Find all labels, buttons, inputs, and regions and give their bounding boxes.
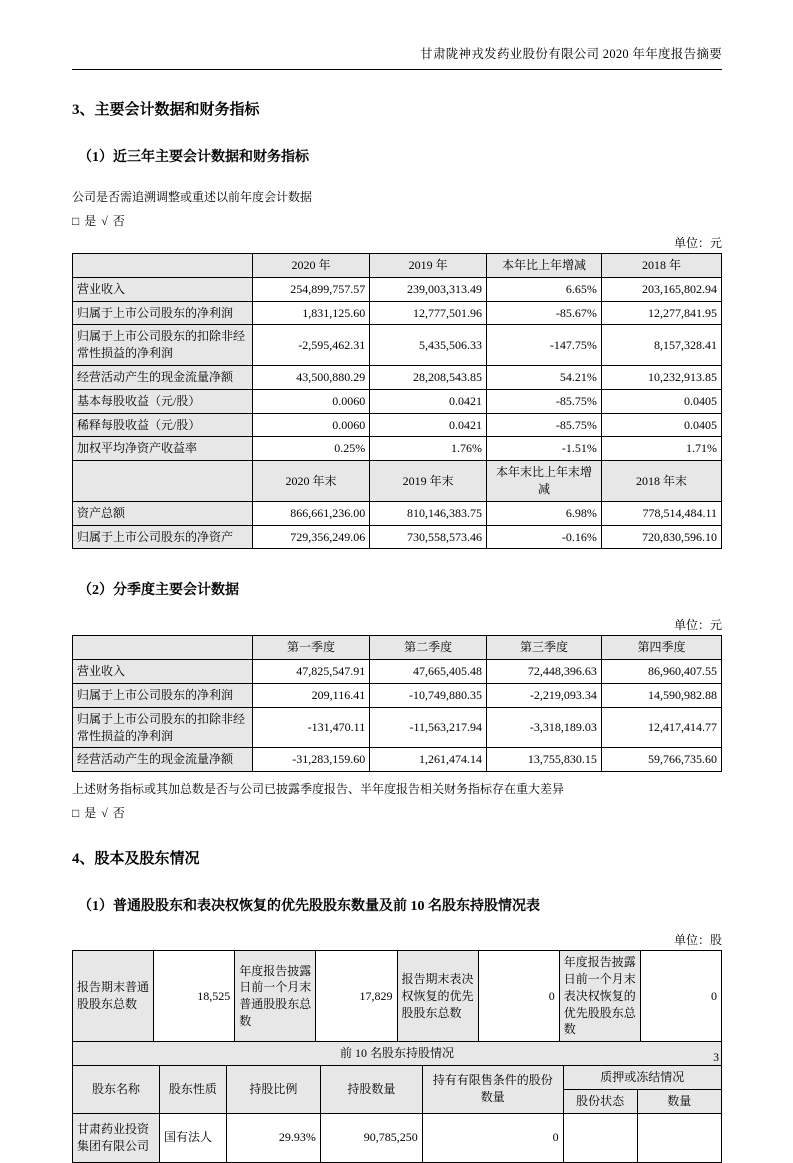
summary-value-cell: 18,525 <box>154 951 235 1042</box>
value-cell: 5,435,506.33 <box>370 325 487 366</box>
summary-value-cell: 0 <box>478 951 559 1042</box>
row-label-cell: 加权平均净资产收益率 <box>73 437 253 461</box>
table-row <box>73 389 722 413</box>
annual-table-yearend-header-row <box>73 461 722 502</box>
value-cell: 1,261,474.14 <box>370 748 487 772</box>
value-cell: 72,448,396.63 <box>487 660 602 684</box>
header-cell: 2020 年末 <box>252 461 369 502</box>
summary-label-cell: 报告期末普通股股东总数 <box>73 951 154 1042</box>
col-shares-held: 持股数量 <box>320 1065 422 1113</box>
header-cell: 第一季度 <box>252 636 369 660</box>
value-cell: 239,003,313.49 <box>370 277 487 301</box>
shareholder-summary-row <box>73 951 722 1042</box>
shareholding-ratio-cell: 29.93% <box>226 1113 320 1162</box>
section-4-1-heading: （1）普通股股东和表决权恢复的优先股股东数量及前 10 名股东持股情况表 <box>78 899 540 915</box>
shares-held-cell: 90,785,250 <box>320 1113 422 1162</box>
col-shareholder-name: 股东名称 <box>73 1065 160 1113</box>
value-cell: -3,318,189.03 <box>487 707 602 748</box>
table-row <box>73 437 722 461</box>
value-cell: 0.0421 <box>370 389 487 413</box>
table-row <box>73 501 722 525</box>
col-shareholder-nature: 股东性质 <box>159 1065 226 1113</box>
header-cell: 第四季度 <box>601 636 721 660</box>
row-label-cell: 基本每股收益（元/股） <box>73 389 253 413</box>
value-cell: 720,830,596.10 <box>601 525 721 549</box>
row-label-cell: 资产总额 <box>73 501 253 525</box>
value-cell: 810,146,383.75 <box>370 501 487 525</box>
value-cell: 1,831,125.60 <box>252 301 369 325</box>
share-status-cell <box>563 1113 637 1162</box>
page-header <box>72 44 722 70</box>
value-cell: 729,356,249.06 <box>252 525 369 549</box>
value-cell: -85.75% <box>487 413 602 437</box>
table-row <box>73 707 722 748</box>
value-cell: 47,825,547.91 <box>252 660 369 684</box>
unit-label-yuan-1: 单位：元 <box>673 236 722 250</box>
value-cell: 203,165,802.94 <box>601 277 721 301</box>
restatement-question: 公司是否需追溯调整或重述以前年度会计数据 <box>72 190 313 204</box>
row-label-cell: 营业收入 <box>73 277 253 301</box>
header-cell <box>73 636 253 660</box>
annual-financials-table <box>72 253 722 549</box>
value-cell: 6.65% <box>487 277 602 301</box>
value-cell: -2,595,462.31 <box>252 325 369 366</box>
value-cell: 0.0405 <box>601 389 721 413</box>
col-restricted-shares: 持有有限售条件的股份数量 <box>422 1065 563 1113</box>
row-label-cell: 归属于上市公司股东的净利润 <box>73 683 253 707</box>
value-cell: 0.0421 <box>370 413 487 437</box>
header-cell: 2019 年 <box>370 254 487 278</box>
header-cell: 2018 年 <box>601 254 721 278</box>
value-cell: 59,766,735.60 <box>601 748 721 772</box>
row-label-cell: 营业收入 <box>73 660 253 684</box>
table-row <box>73 413 722 437</box>
value-cell: 866,661,236.00 <box>252 501 369 525</box>
value-cell: 54.21% <box>487 365 602 389</box>
header-cell: 本年末比上年末增减 <box>487 461 602 502</box>
row-label-cell: 归属于上市公司股东的净利润 <box>73 301 253 325</box>
header-cell <box>73 461 253 502</box>
annual-table-header-row <box>73 254 722 278</box>
top10-title-cell: 前 10 名股东持股情况 <box>73 1042 722 1066</box>
section-3-2-heading: （2）分季度主要会计数据 <box>78 583 239 599</box>
value-cell: 10,232,913.85 <box>601 365 721 389</box>
value-cell: 43,500,880.29 <box>252 365 369 389</box>
value-cell: -31,283,159.60 <box>252 748 369 772</box>
shareholder-data-row <box>73 1113 722 1162</box>
quarterly-financials-table <box>72 635 722 772</box>
table-row <box>73 748 722 772</box>
value-cell: -131,470.11 <box>252 707 369 748</box>
shareholder-name-cell: 甘肃药业投资集团有限公司 <box>73 1113 160 1162</box>
value-cell: 1.76% <box>370 437 487 461</box>
quarterly-difference-note: 上述财务指标或其加总数是否与公司已披露季度报告、半年度报告相关财务指标存在重大差异 <box>72 782 565 797</box>
table-row <box>73 277 722 301</box>
table-row <box>73 365 722 389</box>
value-cell: 6.98% <box>487 501 602 525</box>
top10-header-row <box>73 1065 722 1089</box>
summary-value-cell: 17,829 <box>316 951 397 1042</box>
table-row <box>73 301 722 325</box>
row-label-cell: 归属于上市公司股东的扣除非经常性损益的净利润 <box>73 325 253 366</box>
value-cell: 14,590,982.88 <box>601 683 721 707</box>
table-row <box>73 525 722 549</box>
header-cell: 第三季度 <box>487 636 602 660</box>
table-row <box>73 660 722 684</box>
section-4-heading: 4、股本及股东情况 <box>72 851 200 868</box>
restatement-answer: □ 是 √ 否 <box>72 214 126 228</box>
table-row <box>73 683 722 707</box>
value-cell: 0.0060 <box>252 413 369 437</box>
value-cell: -1.51% <box>487 437 602 461</box>
section-3-1-heading: （1）近三年主要会计数据和财务指标 <box>78 150 309 165</box>
report-title: 甘肃陇神戎发药业股份有限公司 2020 年年度报告摘要 <box>420 47 722 61</box>
table-row <box>73 325 722 366</box>
col-share-status: 股份状态 <box>563 1089 637 1113</box>
value-cell: -0.16% <box>487 525 602 549</box>
header-cell: 本年比上年增减 <box>487 254 602 278</box>
value-cell: 28,208,543.85 <box>370 365 487 389</box>
value-cell: 12,417,414.77 <box>601 707 721 748</box>
value-cell: -85.67% <box>487 301 602 325</box>
unit-label-yuan-2: 单位：元 <box>673 618 722 633</box>
col-shareholding-ratio: 持股比例 <box>226 1065 320 1113</box>
col-pledge-group: 质押或冻结情况 <box>563 1065 721 1089</box>
quarterly-difference-answer: □ 是 √ 否 <box>72 806 126 821</box>
header-cell: 第二季度 <box>370 636 487 660</box>
value-cell: -2,219,093.34 <box>487 683 602 707</box>
col-pledge-quantity: 数量 <box>637 1089 721 1113</box>
header-cell: 2019 年末 <box>370 461 487 502</box>
value-cell: 12,277,841.95 <box>601 301 721 325</box>
summary-value-cell: 0 <box>640 951 721 1042</box>
value-cell: 254,899,757.57 <box>252 277 369 301</box>
value-cell: 730,558,573.46 <box>370 525 487 549</box>
summary-label-cell: 年度报告披露日前一个月末普通股股东总数 <box>235 951 316 1042</box>
value-cell: 0.0405 <box>601 413 721 437</box>
value-cell: 13,755,830.15 <box>487 748 602 772</box>
header-cell: 2020 年 <box>252 254 369 278</box>
shareholders-summary-table <box>72 950 722 1042</box>
row-label-cell: 归属于上市公司股东的扣除非经常性损益的净利润 <box>73 707 253 748</box>
value-cell: 8,157,328.41 <box>601 325 721 366</box>
value-cell: 47,665,405.48 <box>370 660 487 684</box>
pledge-quantity-cell <box>637 1113 721 1162</box>
value-cell: 1.71% <box>601 437 721 461</box>
summary-label-cell: 年度报告披露日前一个月末表决权恢复的优先股股东总数 <box>559 951 640 1042</box>
row-label-cell: 经营活动产生的现金流量净额 <box>73 365 253 389</box>
value-cell: -11,563,217.94 <box>370 707 487 748</box>
value-cell: 0.0060 <box>252 389 369 413</box>
value-cell: 12,777,501.96 <box>370 301 487 325</box>
top10-shareholders-table <box>72 1041 722 1162</box>
header-cell <box>73 254 253 278</box>
value-cell: -10,749,880.35 <box>370 683 487 707</box>
summary-label-cell: 报告期末表决权恢复的优先股股东总数 <box>397 951 478 1042</box>
shareholder-nature-cell: 国有法人 <box>159 1113 226 1162</box>
row-label-cell: 经营活动产生的现金流量净额 <box>73 748 253 772</box>
value-cell: 209,116.41 <box>252 683 369 707</box>
row-label-cell: 归属于上市公司股东的净资产 <box>73 525 253 549</box>
page-number: 3 <box>713 1052 719 1064</box>
value-cell: 778,514,484.11 <box>601 501 721 525</box>
restricted-shares-cell: 0 <box>422 1113 563 1162</box>
unit-label-share: 单位：股 <box>673 933 722 948</box>
value-cell: 0.25% <box>252 437 369 461</box>
quarterly-table-header-row <box>73 636 722 660</box>
value-cell: -147.75% <box>487 325 602 366</box>
section-3-heading: 3、主要会计数据和财务指标 <box>72 102 260 118</box>
top10-title-row <box>73 1042 722 1066</box>
row-label-cell: 稀释每股收益（元/股） <box>73 413 253 437</box>
value-cell: 86,960,407.55 <box>601 660 721 684</box>
header-cell: 2018 年末 <box>601 461 721 502</box>
value-cell: -85.75% <box>487 389 602 413</box>
